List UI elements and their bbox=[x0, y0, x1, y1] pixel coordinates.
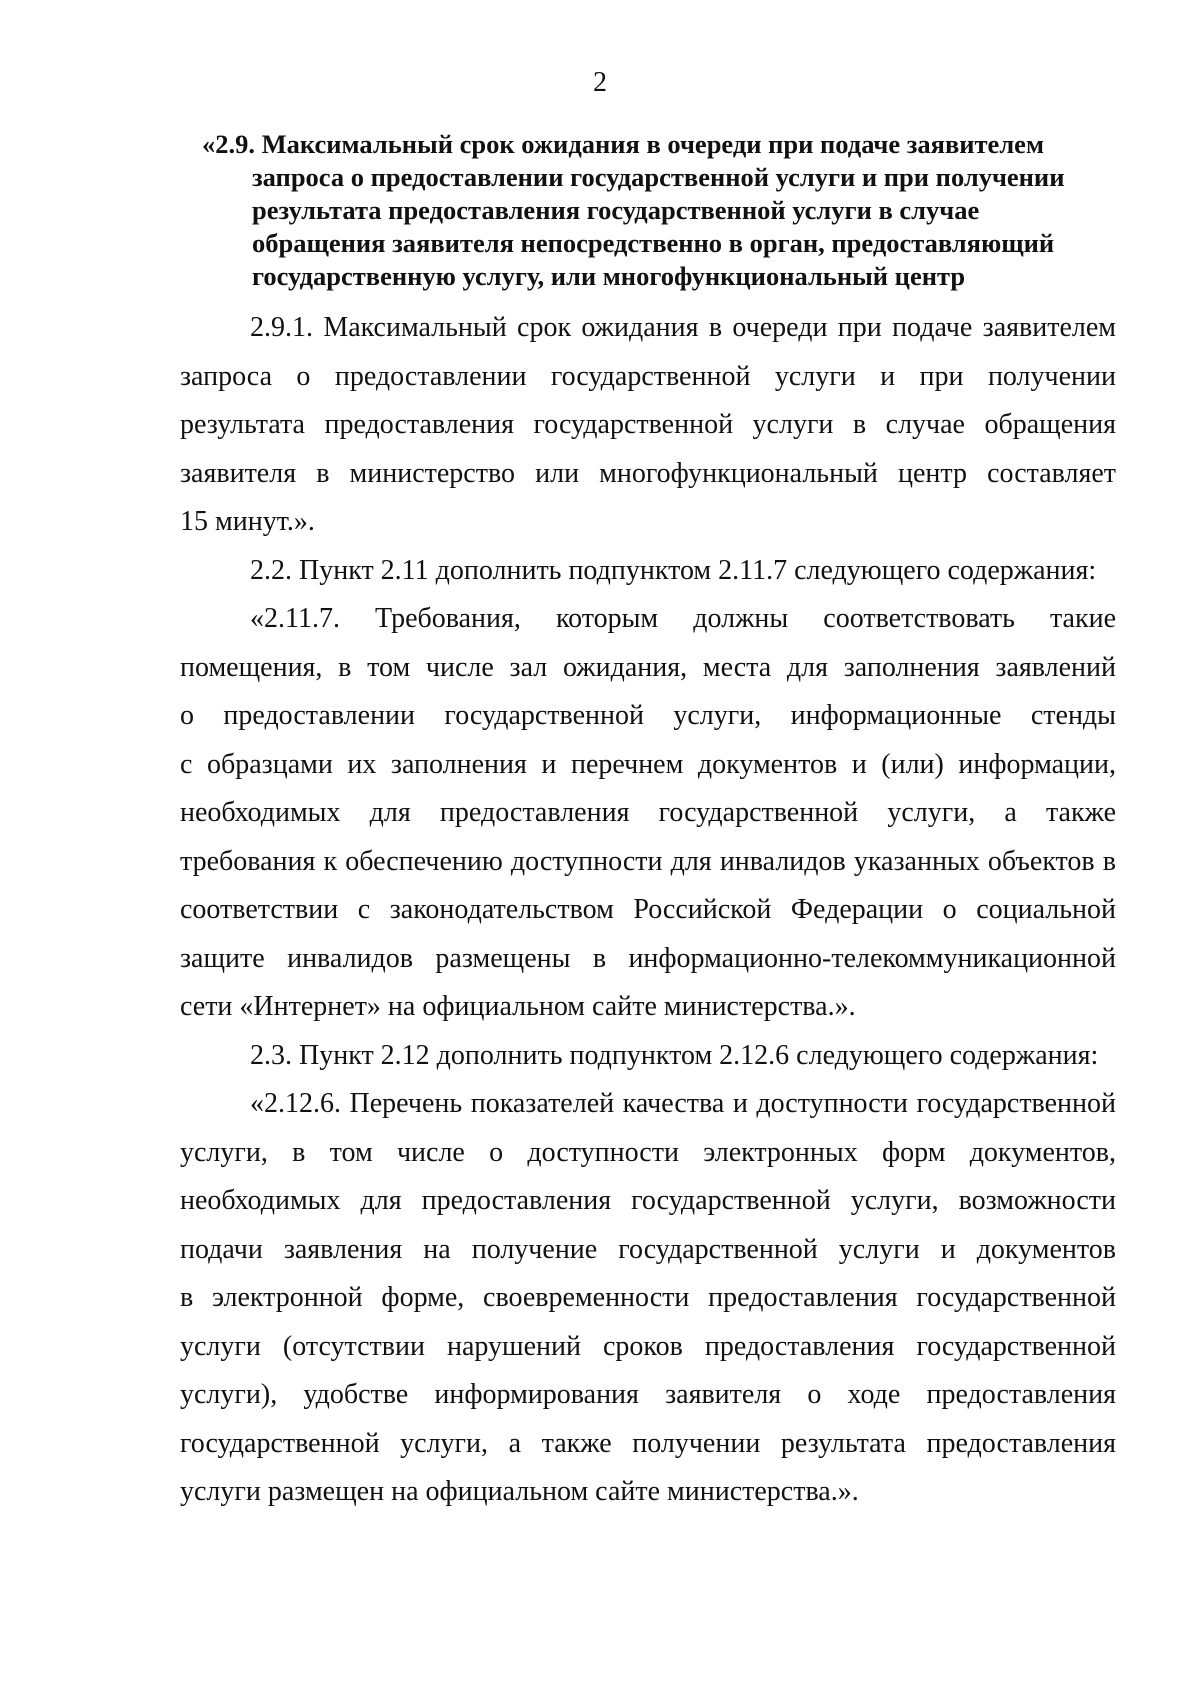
heading-line: «2.9. Максимальный срок ожидания в очереди при подаче заявителем bbox=[202, 129, 1044, 159]
paragraph-line: соответствии с законодательством Российской Федерации о социальной bbox=[180, 894, 1116, 925]
section-heading bbox=[202, 128, 1132, 293]
heading-line: запроса о предоставлении государственной услуги и при получении bbox=[252, 162, 1065, 192]
paragraph-line: услуги), удобстве информирования заявителя о ходе предоставления bbox=[180, 1379, 1116, 1410]
paragraph-line: с образцами их заполнения и перечнем документов и (или) информации, bbox=[180, 748, 1116, 780]
paragraph-line: услуги, в том числе о доступности электронных форм документов, bbox=[180, 1136, 1116, 1168]
paragraph-2-11-7 bbox=[180, 595, 1116, 1032]
paragraph-line: заявителя в министерство или многофункциональный центр составляет bbox=[180, 457, 1116, 489]
heading-line: государственную услугу, или многофункциональный центр bbox=[252, 261, 966, 291]
paragraph-line: «2.11.7. Требования, которым должны соответствовать такие bbox=[250, 603, 1116, 634]
paragraph-line: запроса о предоставлении государственной услуги и при получении bbox=[180, 360, 1116, 392]
paragraph-2-9-1 bbox=[180, 304, 1116, 547]
paragraph-line: о предоставлении государственной услуги, информационные стенды bbox=[180, 700, 1116, 731]
paragraph-line: требования к обеспечению доступности для инвалидов указанных объектов в bbox=[180, 845, 1116, 877]
paragraph-line: услуги размещен на официальном сайте министерства.». bbox=[180, 1476, 859, 1507]
paragraph-line: 2.2. Пункт 2.11 дополнить подпунктом 2.11.7 следующего содержания: bbox=[250, 554, 1097, 586]
paragraph-line: государственной услуги, а также получении результата предоставления bbox=[180, 1427, 1116, 1459]
paragraph-line: помещения, в том числе зал ожидания, места для заполнения заявлений bbox=[180, 651, 1116, 683]
paragraph-line: подачи заявления на получение государственной услуги и документов bbox=[180, 1233, 1116, 1265]
paragraph-line: необходимых для предоставления государственной услуги, а также bbox=[180, 797, 1116, 828]
paragraph-2-2 bbox=[180, 547, 1116, 596]
page-number: 2 bbox=[593, 67, 607, 98]
paragraph-line: услуги (отсутствии нарушений сроков предоставления государственной bbox=[180, 1330, 1116, 1362]
paragraph-line: защите инвалидов размещены в информационно-телекоммуникационной bbox=[180, 942, 1116, 974]
paragraph-line: 15 минут.». bbox=[180, 506, 315, 537]
paragraph-line: сети «Интернет» на официальном сайте министерства.». bbox=[180, 991, 856, 1022]
paragraph-line: в электронной форме, своевременности предоставления государственной bbox=[180, 1282, 1116, 1313]
paragraph-2-3 bbox=[180, 1032, 1116, 1081]
paragraph-line: «2.12.6. Перечень показателей качества и доступности государственной bbox=[250, 1088, 1116, 1119]
paragraph-line: 2.9.1. Максимальный срок ожидания в очереди при подаче заявителем bbox=[250, 312, 1116, 343]
paragraph-line: результата предоставления государственной услуги в случае обращения bbox=[180, 409, 1116, 440]
heading-line: результата предоставления государственной услуги в случае bbox=[252, 195, 980, 225]
paragraph-line: 2.3. Пункт 2.12 дополнить подпунктом 2.12.6 следующего содержания: bbox=[250, 1039, 1099, 1071]
heading-line: обращения заявителя непосредственно в орган, предоставляющий bbox=[252, 228, 1055, 258]
paragraph-2-12-6 bbox=[180, 1080, 1116, 1517]
paragraph-line: необходимых для предоставления государственной услуги, возможности bbox=[180, 1185, 1116, 1216]
